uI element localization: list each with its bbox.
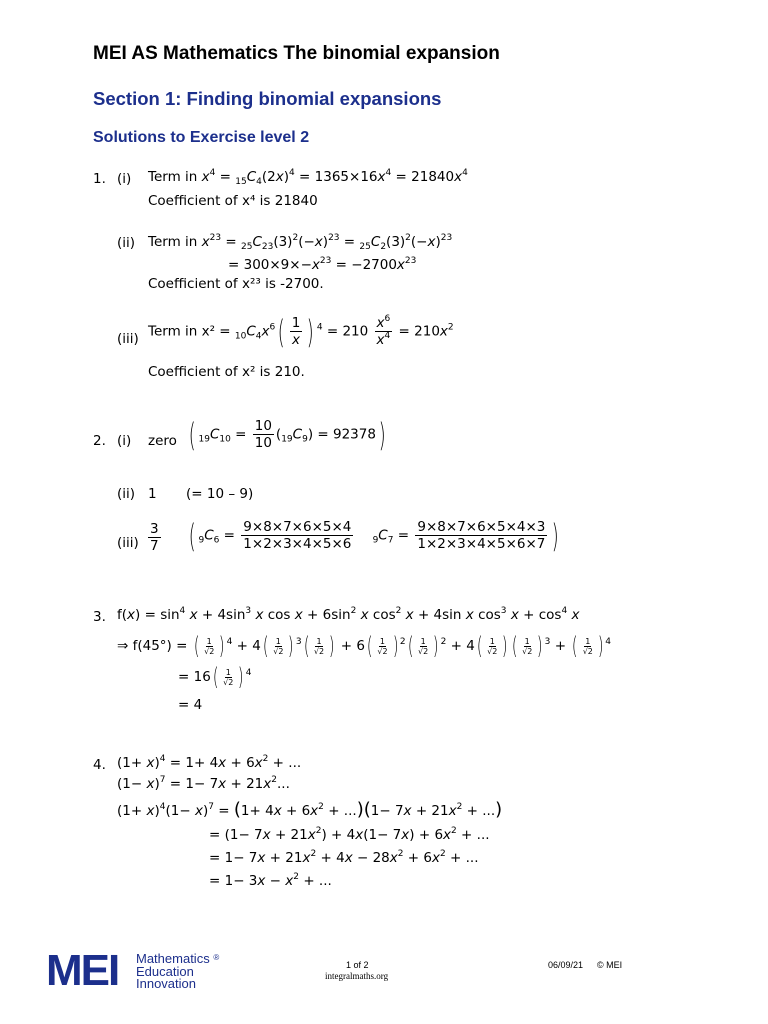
q3-line-3: = 16( $\frac{1}{√2}$ ) $^4$: [178, 663, 252, 691]
page-number: 1 of 2: [346, 960, 369, 970]
q4-line-2: $(1- x)^7 = 1- 7x + 21x^2$...: [117, 775, 290, 792]
subsection-heading: Solutions to Exercise level 2: [93, 129, 310, 146]
q1-iii-coefficient: Coefficient of x² is 210.: [148, 364, 305, 380]
mei-logo-mark: MEI: [46, 946, 119, 995]
q3-line-1: $f(x) = \sin^4 x + 4\sin^3$ x $\cos x + 6\sin^2$ x $\cos^2 x + 4\sin$ x $\cos^3 x + \cos^4 x$: [117, 606, 580, 623]
q4-line-5: = $1- 7x + 21x^2 + 4x - 28x^2 + 6x^2$ + ...: [209, 849, 479, 866]
footer-date: 06/09/21: [548, 960, 584, 970]
q1-ii-coefficient: Coefficient of x²³ is -2700.: [148, 276, 324, 292]
question-number: 2.: [93, 433, 106, 449]
q2-iii-working: ( $_9C_6$ = $\frac{9\times 8\times 7\times 6\times 5\times 4}{1\times 2\times 3\times 4\times 5\times 6}$ $_9C_7$ = $\frac{9\times 8\times 7\times 6\times 5\times 4\times 3}{1\times 2\times 3\times 4\times 5\times 6\times 7}$ ): [188, 516, 560, 555]
q2-ii-answer: 1: [148, 486, 157, 502]
footer-copyright: © MEI: [597, 960, 623, 970]
q4-line-3: $(1+ x)^4(1- x)^7 = (1+ 4x + 6x^2 + ...)(1- 7x + 21x^2$ + ...): [117, 799, 503, 820]
q2-i-answer: zero: [148, 433, 177, 449]
q1-ii-working-1: Term in $x^{23} = _{25}C_{23}(3)^2(-x)^{23} = _{25}C_2(3)^2(-x)^{23}$: [148, 233, 453, 252]
q1-i-coefficient: Coefficient of x⁴ is 21840: [148, 193, 318, 209]
part-label: (iii): [117, 331, 139, 347]
question-number: 4.: [93, 757, 106, 773]
q1-i-working: Term in $x^4 = _{15}C_4(2x)^4 = 1365\times 16x^4 = 21840x^4$: [148, 168, 468, 187]
mei-logo-text: Mathematics ® Education Innovation: [136, 951, 220, 991]
q2-ii-note: (= 10 – 9): [186, 486, 254, 502]
part-label: (i): [117, 433, 132, 449]
section-heading: Section 1: Finding binomial expansions: [93, 88, 442, 109]
footer-website: integralmaths.org: [325, 971, 389, 981]
q4-line-6: = $1- 3x - x^2$ + ...: [209, 872, 332, 889]
part-label: (ii): [117, 235, 136, 251]
page-title: MEI AS Mathematics The binomial expansion: [93, 43, 500, 64]
q3-line-2: ⇒ f(45°) = ( $\frac{1}{√2}$ ) $^4$ + 4( $\frac{1}{√2}$ ) $^3$( $\frac{1}{√2}$ ) + 6( $\frac{1}{√2}$ ) $^2$( $\frac{1}{√2}$ ) $^2$ + 4( $\frac{1}{√2}$ ) ( $\frac{1}{√2}$ ) $^3$ + ( $\frac{1}{√2}$ ) $^4$: [117, 632, 611, 660]
q1-iii-working: Term in $x^2 = _{10}C_4x^6$( $\frac{1}{x}$ ) $^4$ = 210 $\frac{x^6}{x^4}$ = $210x^2$: [148, 312, 454, 351]
q2-iii-fraction: $\frac{3}{7}$: [150, 521, 159, 554]
question-number: 3.: [93, 609, 106, 625]
part-label: (iii): [117, 535, 139, 551]
q4-line-4: = $(1- 7x + 21x^2) + 4x(1- 7x) + 6x^2$ + ...: [209, 826, 490, 843]
q2-i-working: ( $_{19}C_{10}$ = $\frac{10}{10}$ $(_{19}C_9) = 92378$): [188, 415, 386, 454]
part-label: (i): [117, 171, 132, 187]
part-label: (ii): [117, 486, 136, 502]
q4-line-1: $(1+ x)^4 = 1+ 4x + 6x^2$ + ...: [117, 754, 302, 771]
question-number: 1.: [93, 171, 106, 187]
q3-line-4: = 4: [178, 697, 203, 713]
q1-ii-working-2: = $300\times 9\times-x^{23} = -2700x^{23}$: [228, 256, 417, 273]
